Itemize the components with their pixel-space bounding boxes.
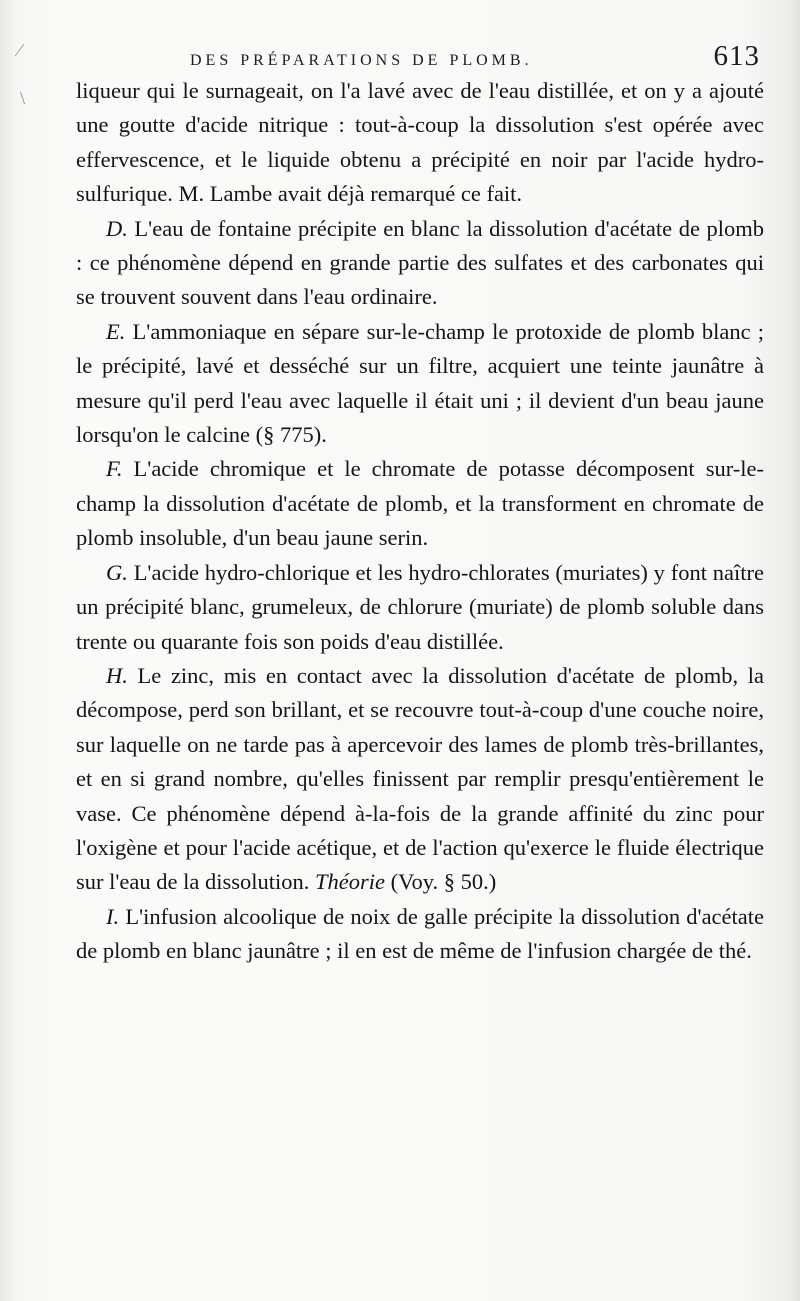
page-number: 613 [713,40,760,72]
margin-mark: \ [20,88,26,108]
paragraph-text: L'acide chromique et le chromate de potasse décomposent sur-le-champ la dissolution d'acétate de plomb, et la transforment en chromate de plomb insoluble, d'un beau jaune serin. [76,456,764,551]
paragraph-letter: H. [106,662,128,688]
paragraph-letter: F. [106,456,123,482]
paragraph-f [76,452,764,555]
paragraph-text: liqueur qui le surnageait, on l'a lavé avec de l'eau distillée, et on y a ajouté une goutte d'acide nitrique : tout-à-coup la dissolution s'est opérée avec effervescence, et le liquide obtenu a précipité en noir par l'acide hydro-sulfurique. M. Lambe avait déjà remarqué ce fait. [76,78,764,207]
paragraph-h [76,659,764,900]
paragraph-g [76,556,764,659]
paragraph-e [76,315,764,453]
paragraph-text: L'acide hydro-chlorique et les hydro-chlorates (muriates) y font naître un précipité blanc, grumeleux, de chlorure (muriate) de plomb soluble dans trente ou quarante fois son poids d'eau distillée. [76,559,764,654]
reference-theorie: Théorie [315,869,386,895]
paragraph-text: L'ammoniaque en sépare sur-le-champ le protoxide de plomb blanc ; le précipité, lavé et desséché sur un filtre, acquiert une teinte jaunâtre à mesure qu'il perd l'eau avec laquelle il était uni ; il devient d'un beau jaune lorsqu'on le calcine (§ 775). [76,318,765,448]
paragraph-i [76,900,764,969]
margin-mark: ⁄ [18,40,22,60]
paragraph-letter: D. [106,215,128,241]
paragraph-text: L'eau de fontaine précipite en blanc la dissolution d'acétate de plomb : ce phénomène dépend en grande partie des sulfates et des carbonates qui se trouvent souvent dans l'eau ordinaire. [76,215,764,310]
paragraph-letter: E. [106,318,126,344]
paragraph-text: L'infusion alcoolique de noix de galle précipite la dissolution d'acétate de plomb en blanc jaunâtre ; il en est de même de l'infusion chargée de thé. [76,903,764,964]
paragraph-d [76,212,764,315]
running-title: DES PRÉPARATIONS DE PLOMB. [190,52,533,69]
paragraph-intro [76,74,764,212]
reference-voy: (Voy. § 50.) [390,869,497,895]
paragraph-letter: G. [106,559,128,585]
paragraph-letter: I. [106,903,120,929]
paragraph-text: Le zinc, mis en contact avec la dissolution d'acétate de plomb, la décompose, perd son brillant, et se recouvre tout-à-coup d'une couche noire, sur laquelle on ne tarde pas à apercevoir des lames de plomb très-brillantes, et en si grand nombre, qu'elles finissent par remplir presqu'entièrement le vase. Ce phénomène dépend à-la-fois de la grande affinité du zinc pour l'oxigène et pour l'acide acétique, et de l'action qu'exerce le fluide électrique sur l'eau de la dissolution. [76,662,765,895]
body-text [76,74,764,969]
